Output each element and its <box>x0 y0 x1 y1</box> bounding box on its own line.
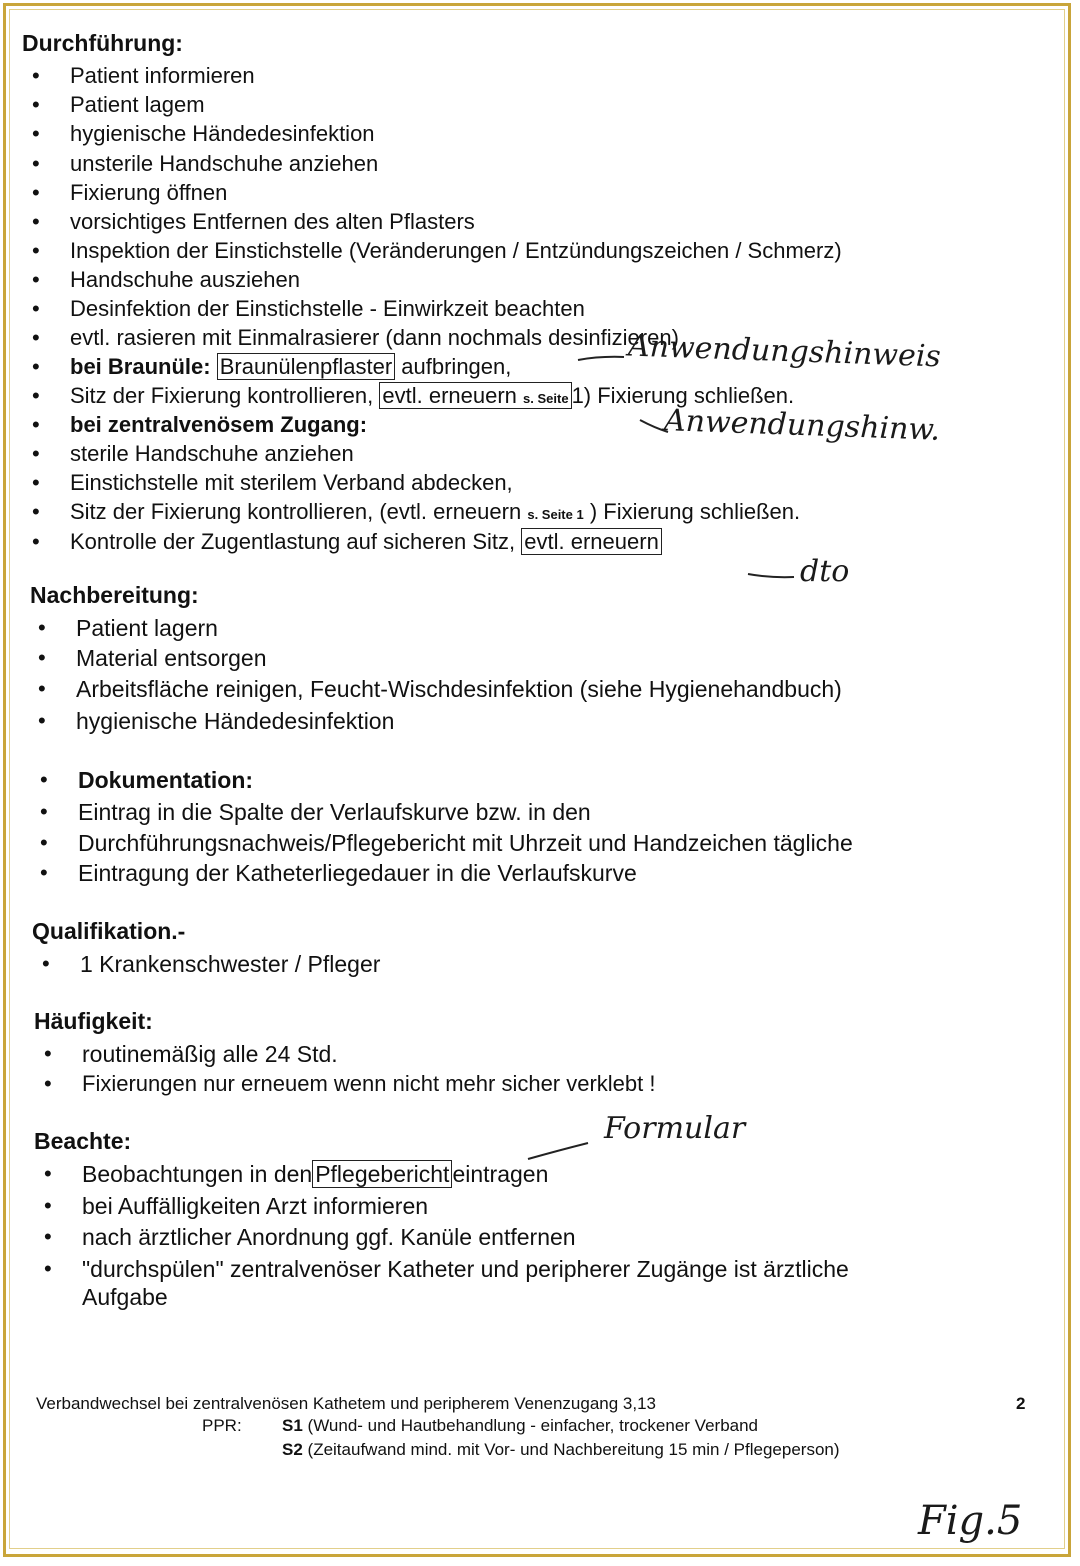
heading-haeufigkeit: Häufigkeit: <box>34 1008 153 1034</box>
bullet: • <box>38 708 46 733</box>
bullet: • <box>32 63 40 88</box>
footer-s2: S2 (Zeitaufwand mind. mit Vor- und Nachbereitung 15 min / Pflegeperson) <box>282 1440 840 1459</box>
heading-durchfuehrung: Durchführung: <box>22 30 183 56</box>
bullet: • <box>40 860 48 885</box>
bullet: • <box>40 830 48 855</box>
bullet: • <box>32 209 40 234</box>
bullet: • <box>32 267 40 292</box>
handwritten-note-3: dto <box>800 554 850 589</box>
bullet: • <box>38 676 46 701</box>
boxed-term: evtl. erneuern s. Seite <box>379 382 571 409</box>
bullet: • <box>44 1161 52 1186</box>
bullet: • <box>32 238 40 263</box>
bullet: • <box>32 121 40 146</box>
bullet: • <box>32 441 40 466</box>
bullet: • <box>32 296 40 321</box>
bullet: • <box>32 529 40 554</box>
boxed-term: Pflegebericht <box>312 1160 452 1188</box>
heading-qualifikation: Qualifikation.- <box>32 918 186 944</box>
footer-title: Verbandwechsel bei zentralvenösen Kathetem und peripherem Venenzugang 3,13 <box>36 1394 656 1413</box>
heading-beachte: Beachte: <box>34 1128 132 1154</box>
bullet: • <box>44 1224 52 1249</box>
bullet: • <box>44 1193 52 1218</box>
bullet: • <box>32 412 40 437</box>
heading-nachbereitung: Nachbereitung: <box>30 582 199 608</box>
bullet: • <box>44 1041 52 1066</box>
bullet: • <box>44 1256 52 1281</box>
bullet: • <box>32 325 40 350</box>
handwritten-note-2: Anwendungshinw. <box>663 403 941 448</box>
braunuele-label: bei Braunüle: <box>70 354 211 379</box>
page-number: 2 <box>1016 1394 1026 1413</box>
boxed-term: Braunülenpflaster <box>217 353 395 380</box>
bullet: • <box>42 951 50 976</box>
handwritten-note-4: Formular <box>604 1111 746 1146</box>
bullet: • <box>32 92 40 117</box>
bullet: • <box>32 151 40 176</box>
bullet: • <box>44 1071 52 1096</box>
bullet: • <box>32 499 40 524</box>
bullet: • <box>32 354 40 379</box>
bullet: • <box>32 180 40 205</box>
footer-s1: S1 (Wund- und Hautbehandlung - einfacher, trockener Verband <box>282 1416 759 1435</box>
bullet: • <box>40 799 48 824</box>
footer-ppr-label: PPR: <box>202 1416 242 1435</box>
handwritten-fig-label: Fig.5 <box>918 1498 1023 1544</box>
bullet: • <box>32 383 40 408</box>
bullet: • <box>40 767 48 792</box>
bullet: • <box>32 470 40 495</box>
bullet: • <box>38 645 46 670</box>
boxed-term: evtl. erneuern <box>521 528 662 555</box>
handwritten-note-1: Anwendungshinweis <box>627 328 942 375</box>
bullet: • <box>38 615 46 640</box>
